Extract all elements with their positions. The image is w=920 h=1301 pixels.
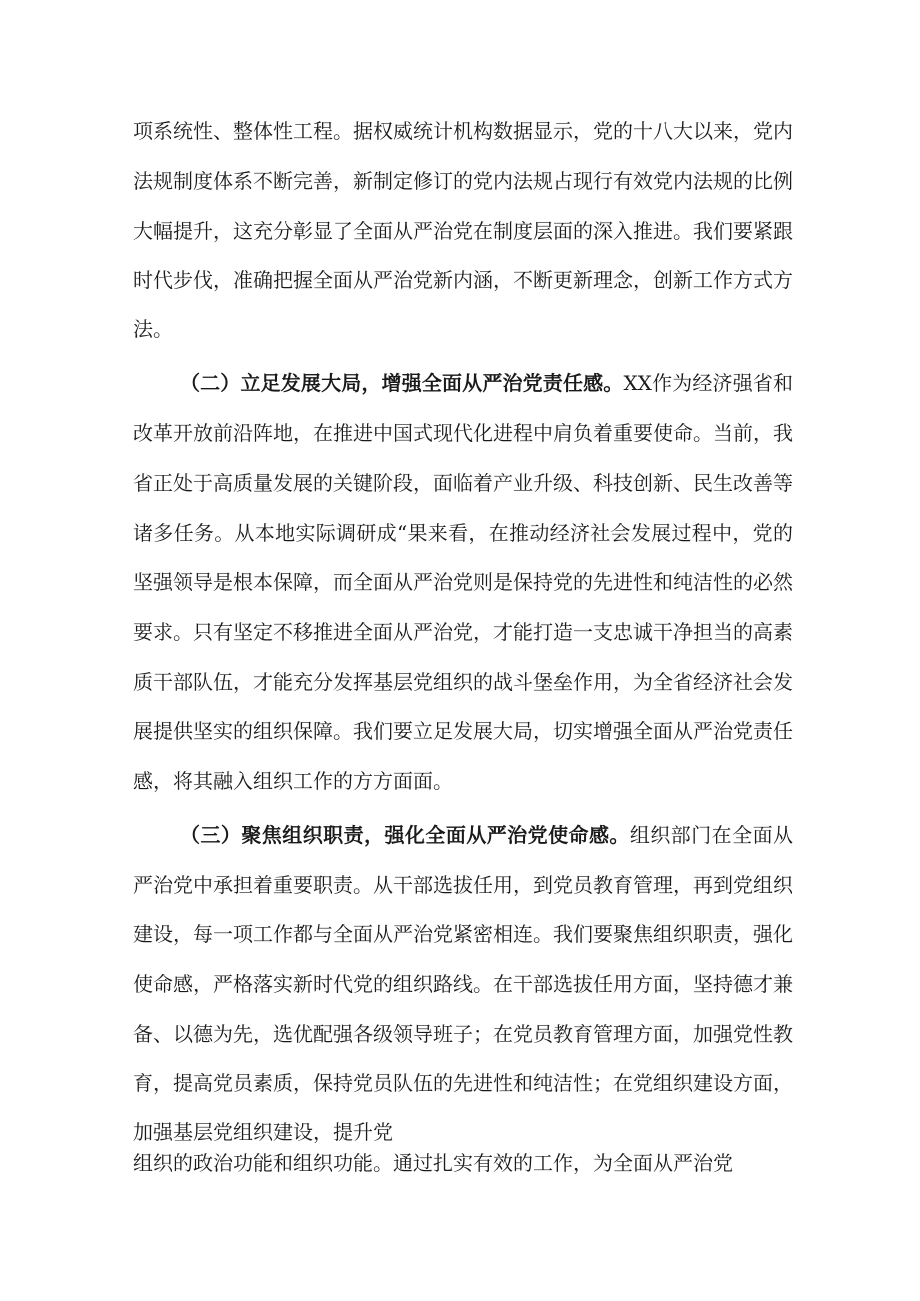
section-2-first-line	[180, 368, 793, 398]
body-text-line: 诸多任务。从本地实际调研成“果来看，在推动经济社会发展过程中，党的	[133, 521, 793, 545]
body-text-line: 改革开放前沿阵地，在推进中国式现代化进程中肩负着重要使命。当前，我	[133, 421, 793, 445]
section-3-first-line	[180, 820, 793, 850]
body-text-line: 使命感，严格落实新时代党的组织路线。在干部选拔任用方面，坚持德才兼	[133, 972, 793, 996]
body-text-line: 要求。只有坚定不移推进全面从严治党，才能打造一支忠诚干净担当的高素	[133, 620, 793, 644]
section-2-first-line-text: XX作为经济强省和	[623, 371, 793, 395]
body-text-line: 大幅提升，这充分彰显了全面从严治党在制度层面的深入推进。我们要紧跟	[133, 219, 793, 243]
body-text-line: 加强基层党组织建设，提升党	[133, 1120, 393, 1144]
section-3-first-line-text: 组织部门在全面从	[629, 823, 793, 847]
body-text-line: 项系统性、整体性工程。据权威统计机构数据显示，党的十八大以来，党内	[133, 119, 793, 143]
body-text-line: 法规制度体系不断完善，新制定修订的党内法规占现行有效党内法规的比例	[133, 169, 793, 193]
body-text-line: 坚强领导是根本保障，而全面从严治党则是保持党的先进性和纯洁性的必然	[133, 570, 793, 594]
body-text-line: 严治党中承担着重要职责。从干部选拔任用，到党员教育管理，再到党组织	[133, 873, 793, 897]
body-text-line: 育，提高党员素质，保持党员队伍的先进性和纯洁性；在党组织建设方面，	[133, 1071, 793, 1095]
body-text-line: 省正处于高质量发展的关键阶段，面临着产业升级、科技创新、民生改善等	[133, 471, 793, 495]
section-3-heading: （三）聚焦组织职责，强化全面从严治党使命感。	[180, 823, 630, 847]
body-text-line: 展提供坚实的组织保障。我们要立足发展大局，切实增强全面从严治党责任	[133, 719, 793, 743]
body-text-line: 感，将其融入组织工作的方方面面。	[133, 769, 453, 793]
body-text-line: 建设，每一项工作都与全面从严治党紧密相连。我们要聚焦组织职责，强化	[133, 922, 793, 946]
body-text-line: 备、以德为先，选优配强各级领导班子；在党员教育管理方面，加强党性教	[133, 1022, 793, 1046]
section-2-heading: （二）立足发展大局，增强全面从严治党责任感。	[180, 371, 624, 395]
body-text-line: 时代步伐，准确把握全面从严治党新内涵，不断更新理念，创新工作方式方	[133, 268, 793, 292]
body-text-line: 法。	[133, 317, 173, 341]
body-text-line: 质干部队伍，才能充分发挥基层党组织的战斗堡垒作用，为全省经济社会发	[133, 670, 793, 694]
body-text-line: 组织的政治功能和组织功能。通过扎实有效的工作，为全面从严治党	[133, 1151, 733, 1175]
